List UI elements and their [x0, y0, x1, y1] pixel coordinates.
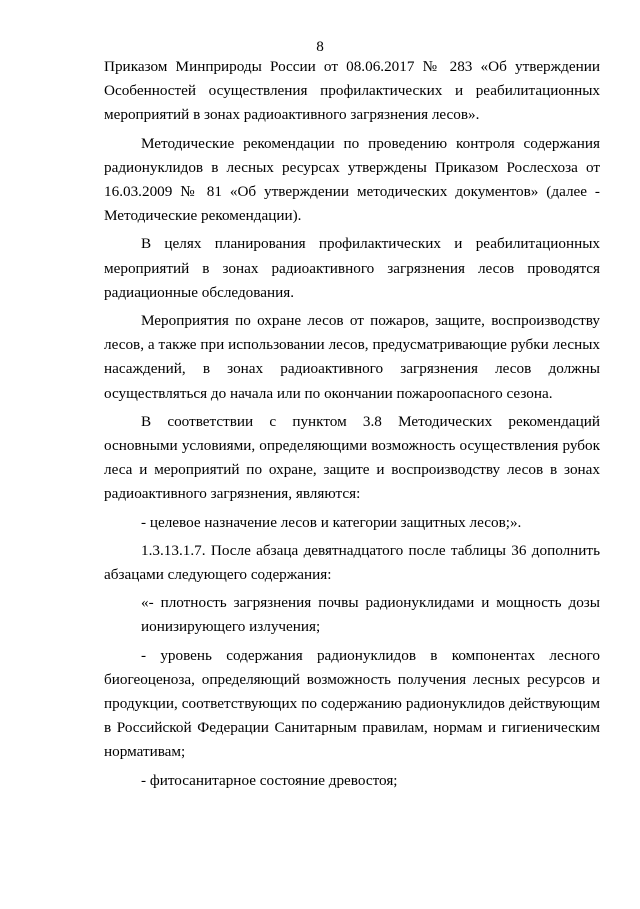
- paragraph-order-reference: Приказом Минприроды России от 08.06.2017 № 283 «Об утверждении Особенностей осуществления профилактических и реабилитационных мероприятий в зонах радиоактивного загрязнения лесов».: [104, 58, 600, 124]
- document-body: [104, 55, 600, 797]
- paragraph-main-conditions: В соответствии с пунктом 3.8 Методических рекомендаций основными условиями, определяющими возможность осуществления рубок леса и мероприятий по охране, защите и воспроизводству лесов в зонах радиоактивного загрязнения, являются:: [104, 412, 600, 503]
- paragraph-method-recommendations: Методические рекомендации по проведению контроля содержания радионуклидов в лесных ресурсах утверждены Приказом Рослесхоза от 16.03.2009 № 81 «Об утверждении методических документов» (далее - Методические рекомендации).: [104, 134, 600, 225]
- list-item-radionuclide-level: - уровень содержания радионуклидов в компонентах лесного биогеоценоза, определяющий возможность получения лесных ресурсов и продукции, соответствующих по содержанию радионуклидов действующим в Российской Федерации Санитарным правилам, нормам и гигиеническим нормативам;: [104, 646, 600, 761]
- paragraph-radiation-surveys: В целях планирования профилактических и реабилитационных мероприятий в зонах радиоактивного загрязнения лесов проводятся радиационные обследования.: [104, 235, 600, 301]
- list-item-phytosanitary-state: - фитосанитарное состояние древостоя;: [141, 771, 398, 789]
- list-item-soil-contamination: «- плотность загрязнения почвы радионуклидами и мощность дозы ионизирующего излучения;: [141, 594, 600, 636]
- list-item-forest-purpose: - целевое назначение лесов и категории защитных лесов;».: [141, 513, 522, 531]
- page-number: 8: [316, 38, 324, 55]
- paragraph-amendment-1-3-13-1-7: 1.3.13.1.7. После абзаца девятнадцатого после таблицы 36 дополнить абзацами следующего содержания:: [104, 541, 600, 584]
- paragraph-forest-protection-measures: Мероприятия по охране лесов от пожаров, защите, воспроизводству лесов, а также при использовании лесов, предусматривающие рубки лесных насаждений, в зонах радиоактивного загрязнения лесов должны осуществляться до начала или по окончании пожароопасного сезона.: [104, 312, 600, 402]
